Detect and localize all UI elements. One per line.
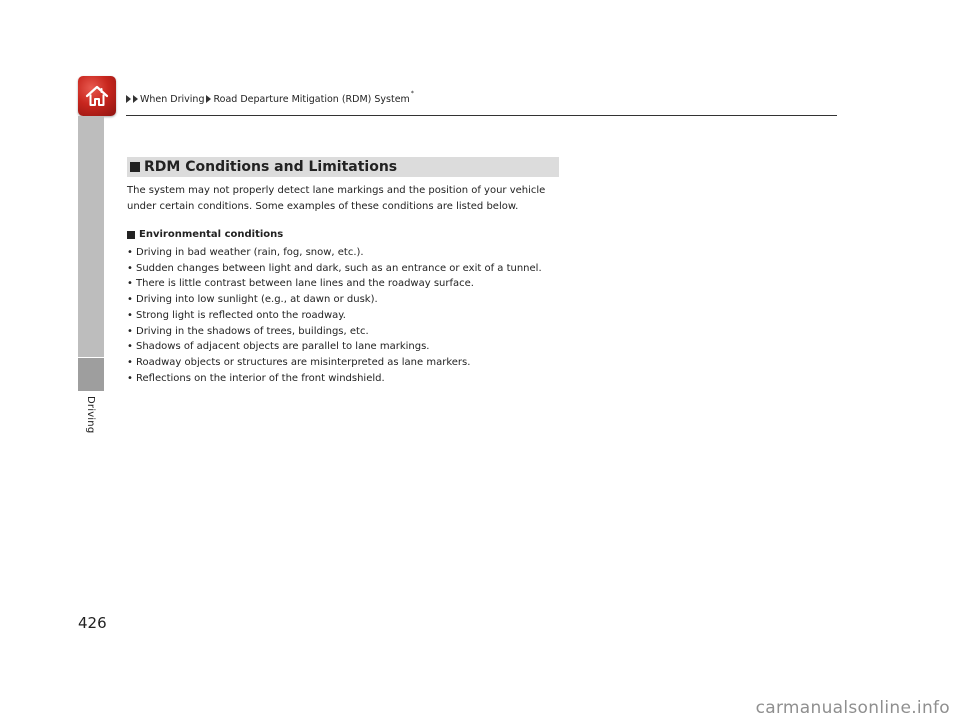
- home-icon: [84, 83, 110, 109]
- side-tab-label: Driving: [85, 396, 96, 434]
- breadcrumb: [126, 90, 416, 106]
- conditions-list: [127, 245, 542, 386]
- list-item: • Strong light is reflected onto the roadway.: [127, 308, 542, 324]
- breadcrumb-item-label: Road Departure Mitigation (RDM) System: [213, 94, 410, 106]
- breadcrumb-item-rdm-system[interactable]: [213, 90, 414, 106]
- list-item: • Driving in the shadows of trees, buildings, etc.: [127, 324, 542, 340]
- watermark: carmanualsonline.info: [755, 698, 950, 718]
- list-item: • Reflections on the interior of the front windshield.: [127, 371, 542, 387]
- breadcrumb-arrow-icon: [126, 95, 131, 103]
- list-item: • Driving into low sunlight (e.g., at dawn or dusk).: [127, 292, 542, 308]
- section-title: RDM Conditions and Limitations: [144, 159, 398, 175]
- intro-line: The system may not properly detect lane markings and the position of your vehicle: [127, 185, 546, 196]
- intro-line: under certain conditions. Some examples of these conditions are listed below.: [127, 201, 519, 212]
- list-item: • Sudden changes between light and dark, such as an entrance or exit of a tunnel.: [127, 261, 542, 277]
- intro-paragraph: [127, 183, 577, 215]
- breadcrumb-item-when-driving[interactable]: When Driving: [140, 93, 205, 105]
- breadcrumb-arrow-icon: [133, 95, 138, 103]
- header-divider: [126, 115, 837, 116]
- side-tab-strip: [78, 116, 104, 357]
- list-item: • Shadows of adjacent objects are parallel to lane markings.: [127, 339, 542, 355]
- list-item: • Driving in bad weather (rain, fog, snow, etc.).: [127, 245, 542, 261]
- page-number: 426: [78, 614, 107, 632]
- list-item: • Roadway objects or structures are misinterpreted as lane markers.: [127, 355, 542, 371]
- section-heading-bar: [127, 157, 559, 177]
- subsection-title: Environmental conditions: [139, 229, 284, 240]
- section-square-icon: [130, 162, 140, 172]
- home-button[interactable]: [78, 76, 116, 116]
- subsection-heading: [127, 229, 283, 240]
- breadcrumb-arrow-icon: [206, 95, 211, 103]
- asterisk-marker: *: [410, 90, 414, 97]
- list-item: • There is little contrast between lane lines and the roadway surface.: [127, 276, 542, 292]
- side-tab-driving[interactable]: [78, 358, 104, 391]
- subsection-square-icon: [127, 231, 135, 239]
